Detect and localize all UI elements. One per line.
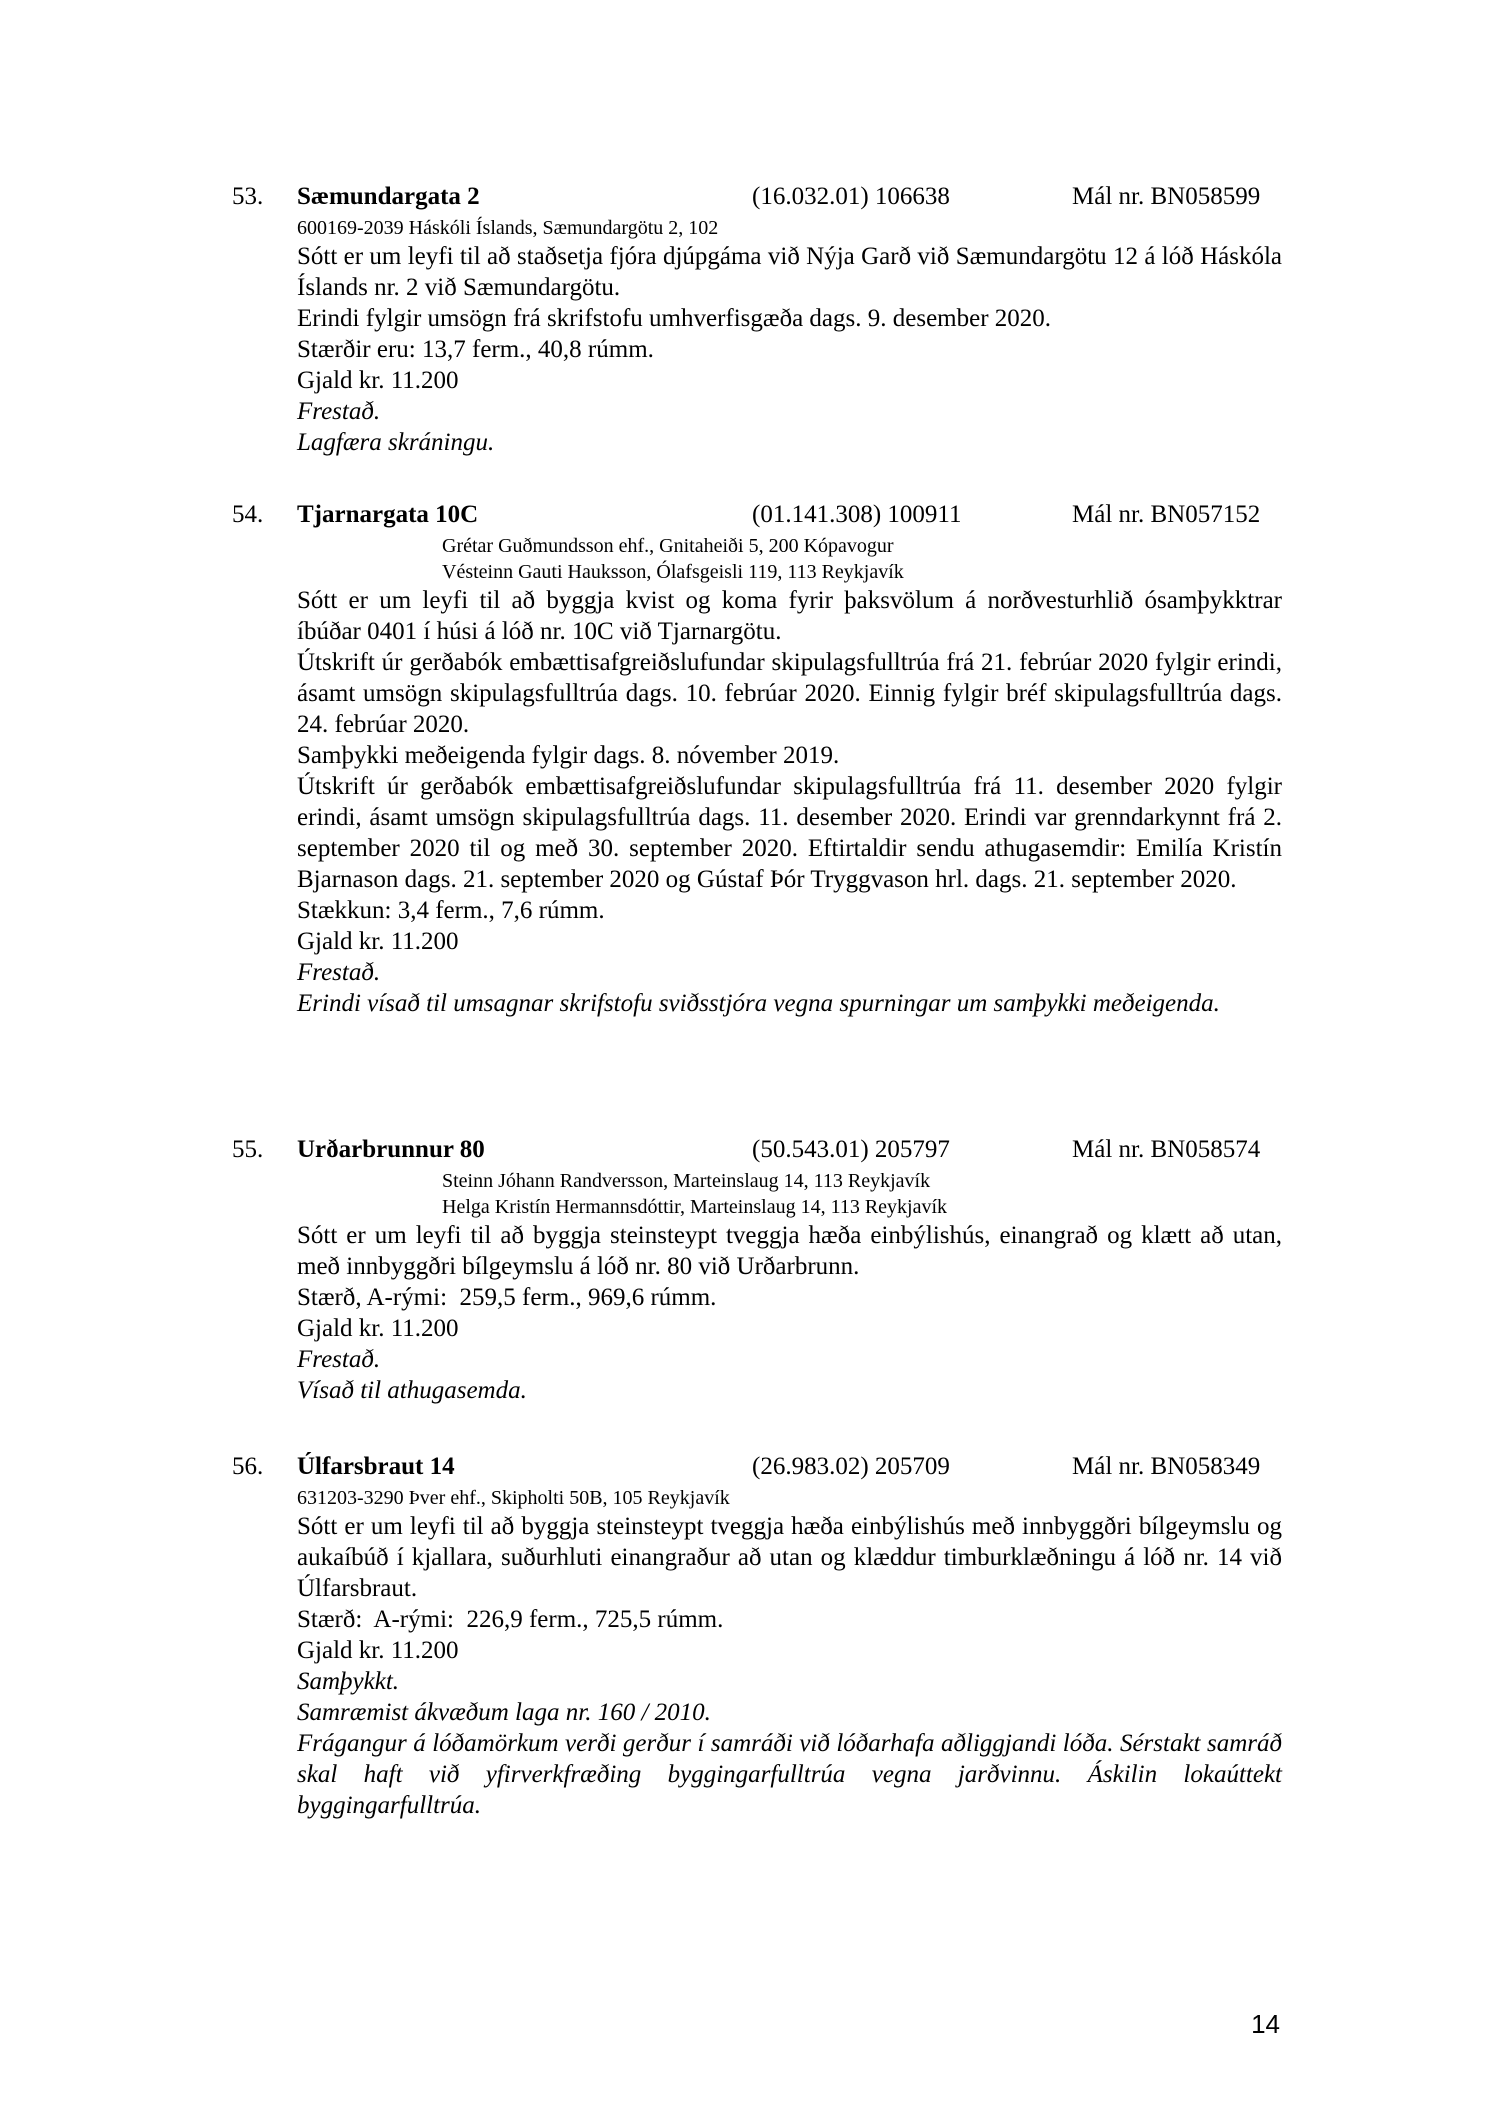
size: Stækkun: 3,4 ferm., 7,6 rúmm. [297,897,605,924]
entry-lot: (26.983.02) 205709 [752,1453,950,1480]
description: Sótt er um leyfi til að byggja kvist og koma fyrir þaksvölum á norðvesturhlið ósamþykktrar íbúðar 0401 í húsi á lóð nr. 10C við Tjarnargötu. [297,587,1282,645]
entry-number: 55. [232,1136,264,1163]
decision: Frestað. [297,1346,381,1373]
entry-lot: (50.543.01) 205797 [752,1136,950,1163]
fee: Gjald kr. 11.200 [297,367,459,394]
entry-header [232,1134,1282,1168]
entry-body [297,1511,1282,1821]
fee: Gjald kr. 11.200 [297,1315,459,1342]
decision: Frestað. [297,398,381,425]
entry-55 [232,1134,1282,1406]
applicant: 600169-2039 Háskóli Íslands, Sæmundargötu 2, 102 [297,217,719,239]
applicant: Vésteinn Gauti Hauksson, Ólafsgeisli 119, 113 Reykjavík [442,561,904,583]
entry-header [232,1451,1282,1485]
attachment-note: Útskrift úr gerðabók embættisafgreiðslufundar skipulagsfulltrúa frá 11. desember 2020 fylgir erindi, ásamt umsögn skipulagsfulltrúa dags. 11. desember 2020. Erindi var grenndarkynnt frá 2. september 2020 til og með 30. september 2020. Eftirtaldir sendu athugasemdir: Emilía Kristín Bjarnason dags. 21. september 2020 og Gústaf Þór Tryggvason hrl. dags. 21. september 2020. [297,773,1282,893]
attachment-note: Útskrift úr gerðabók embættisafgreiðslufundar skipulagsfulltrúa frá 21. febrúar 2020 fylgir erindi, ásamt umsögn skipulagsfulltrúa dags. 10. febrúar 2020. Einnig fylgir bréf skipulagsfulltrúa dags. 24. febrúar 2020. [297,649,1282,738]
entry-body [297,585,1282,1019]
entry-address: Urðarbrunnur 80 [297,1136,485,1163]
entry-number: 56. [232,1453,264,1480]
description: Sótt er um leyfi til að staðsetja fjóra djúpgáma við Nýja Garð við Sæmundargötu 12 á lóð Háskóla Íslands nr. 2 við Sæmundargötu. [297,243,1282,301]
entry-case-number: Mál nr. BN058599 [1072,183,1261,210]
entry-54 [232,499,1282,1019]
consent-note: Samþykki meðeigenda fylgir dags. 8. nóvember 2019. [297,742,840,769]
entry-body [297,241,1282,458]
size: Stærðir eru: 13,7 ferm., 40,8 rúmm. [297,336,654,363]
entry-address: Tjarnargata 10C [297,501,479,528]
decision: Frestað. [297,959,381,986]
entry-header [232,181,1282,215]
entry-lot: (16.032.01) 106638 [752,183,950,210]
applicant: Steinn Jóhann Randversson, Marteinslaug 14, 113 Reykjavík [442,1170,931,1192]
applicant: Grétar Guðmundsson ehf., Gnitaheiði 5, 200 Kópavogur [442,535,894,557]
entry-case-number: Mál nr. BN058349 [1072,1453,1261,1480]
entry-address: Sæmundargata 2 [297,183,480,210]
entry-lot: (01.141.308) 100911 [752,501,962,528]
entry-case-number: Mál nr. BN057152 [1072,501,1261,528]
fee: Gjald kr. 11.200 [297,928,459,955]
entry-header [232,499,1282,533]
decision: Samþykkt. [297,1668,400,1695]
decision-note: Erindi vísað til umsagnar skrifstofu sviðsstjóra vegna spurningar um samþykki meðeigenda. [297,990,1220,1017]
entry-53 [232,181,1282,458]
entry-case-number: Mál nr. BN058574 [1072,1136,1261,1163]
fee: Gjald kr. 11.200 [297,1637,459,1664]
attachment-note: Erindi fylgir umsögn frá skrifstofu umhverfisgæða dags. 9. desember 2020. [297,305,1052,332]
entry-56 [232,1451,1282,1821]
size: Stærð, A-rými: 259,5 ferm., 969,6 rúmm. [297,1284,717,1311]
description: Sótt er um leyfi til að byggja steinsteypt tveggja hæða einbýlishús, einangrað og klætt að utan, með innbyggðri bílgeymslu á lóð nr. 80 við Urðarbrunn. [297,1222,1282,1280]
applicant: Helga Kristín Hermannsdóttir, Marteinslaug 14, 113 Reykjavík [442,1196,948,1218]
decision-note: Samræmist ákvæðum laga nr. 160 / 2010. [297,1699,711,1726]
entry-number: 53. [232,183,264,210]
decision-note: Lagfæra skráningu. [297,429,495,456]
description: Sótt er um leyfi til að byggja steinsteypt tveggja hæða einbýlishús með innbyggðri bílgeymslu og aukaíbúð í kjallara, suðurhluti einangraður að utan og klæddur timburklæðningu á lóð nr. 14 við Úlfarsbraut. [297,1513,1282,1602]
decision-note: Vísað til athugasemda. [297,1377,527,1404]
applicant: 631203-3290 Þver ehf., Skipholti 50B, 105 Reykjavík [297,1487,730,1509]
entry-body [297,1220,1282,1406]
page-number: 14 [1251,2009,1280,2039]
entry-number: 54. [232,501,264,528]
decision-note: Frágangur á lóðamörkum verði gerður í samráði við lóðarhafa aðliggjandi lóða. Sérstakt samráð skal haft við yfirverkfræðing byggingarfulltrúa vegna jarðvinnu. Áskilin lokaúttekt byggingarfulltrúa. [297,1730,1282,1819]
size: Stærð: A-rými: 226,9 ferm., 725,5 rúmm. [297,1606,724,1633]
entry-address: Úlfarsbraut 14 [297,1453,455,1480]
